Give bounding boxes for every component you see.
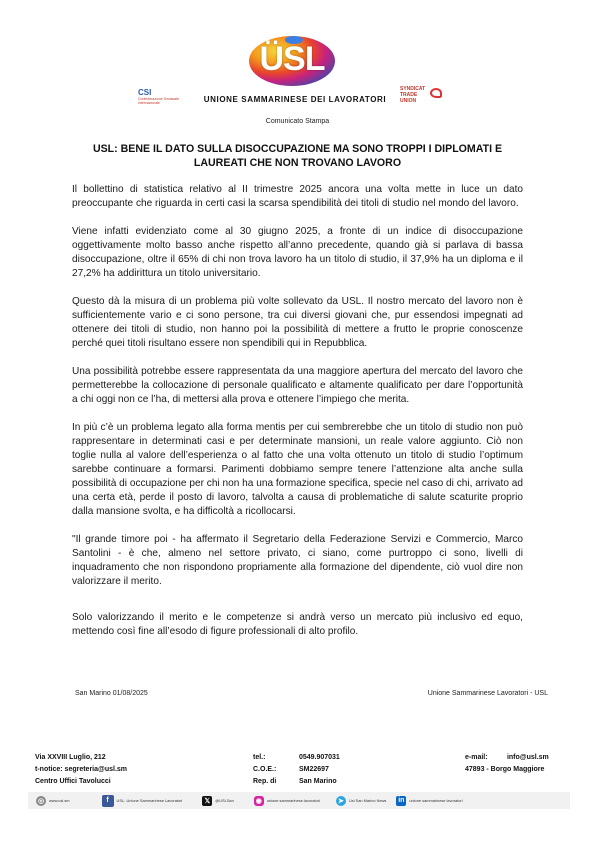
social-website[interactable]	[36, 796, 70, 806]
paragraph: Il bollettino di statistica relativo al II trimestre 2025 ancora una volta mette in luce un dato preoccupante che riguarda in certi casi la scarsa spendibilità dei titoli di studio nel mondo del lavoro.	[72, 184, 523, 209]
footer-email-key: e-mail:	[465, 754, 488, 761]
footer-office: Centro Uffici Tavolucci	[35, 778, 111, 785]
social-x[interactable]	[202, 796, 233, 806]
paragraph: Questo dà la misura di un problema più volte sollevato da USL. Il nostro mercato del lavoro non è sufficientemente vario e ci sono persone, tra cui diversi giovani che, pur essendosi impegnati ad ottenere dei titoli di studio, non hanno poi la possibilità di mettere a frutto le proprie conoscenze perché quei titoli risultano essere non spendibili qui in Repubblica.	[72, 296, 523, 349]
footer-phone-row	[253, 752, 340, 764]
facebook-icon: f	[102, 795, 114, 807]
organization-name: UNIONE SAMMARINESE DEI LAVORATORI	[203, 95, 387, 104]
social-label: USL- Unione Sammarinese Lavoratori	[116, 798, 183, 803]
footer-contacts	[253, 752, 340, 788]
paragraph: In più c’è un problema legato alla forma mentis per cui sembrerebbe che un titolo di studio non può rappresentare in determinati casi e per determinate mansioni, un reale valore aggiunto. Ciò non toglie nulla al valore dell’esperienza o al fatto che una volta ottenuto un titolo di studio l’optimum sarebbe continuare a formarsi. Parimenti dobbiamo sempre tenere l’attenzione alta anche sulla possibilità di occupazione per chi non ha una formazione specifica, specie nel caso di chi, arrivato ad una certa età, perde il posto di lavoro, talvolta a causa di problematiche di salute scaturite proprio dalla mansione svolta, e ha difficoltà a ricollocarsi.	[72, 422, 523, 517]
document-body	[72, 183, 523, 653]
signature-organization: Unione Sammarinese Lavoratori - USL	[427, 690, 548, 697]
footer-email-block	[465, 752, 549, 776]
globe-icon: ◎	[37, 797, 45, 805]
social-linkedin[interactable]	[396, 796, 462, 806]
social-bar	[28, 792, 570, 809]
footer-street: Via XXVIII Luglio, 212	[35, 754, 106, 761]
footer-address	[35, 752, 127, 788]
csi-logo-text: CSI	[138, 88, 152, 97]
social-label: unione sammarinese lavoratori	[409, 798, 463, 803]
social-label: @USLSan	[215, 798, 234, 803]
footer-phone-key: tel.:	[253, 754, 266, 761]
social-facebook[interactable]	[102, 795, 183, 807]
footer-coe: SM22697	[298, 766, 329, 773]
footer-coe-row	[253, 764, 340, 776]
telegram-icon: ➤	[336, 796, 346, 806]
social-telegram[interactable]	[336, 796, 386, 806]
document-title: USL: BENE IL DATO SULLA DISOCCUPAZIONE MA SONO TROPPI I DIPLOMATI E LAUREATI CHE NON TROVANO LAVORO	[92, 143, 503, 169]
footer-email[interactable]: info@usl.sm	[506, 754, 549, 761]
social-label: Usl San Marino News	[348, 798, 387, 803]
footer-rep-row	[253, 776, 340, 788]
linkedin-icon: in	[398, 797, 405, 804]
paragraph: Viene infatti evidenziato come al 30 giugno 2025, a fronte di un indice di disoccupazione oggettivamente molto basso anche rispetto all’anno precedente, quando già si parlava di bassa disoccupazione, oltre il 65% di chi non trova lavoro ha un titolo di studio, il 37,9% ha un diploma e il 27,2% ha addirittura un titolo universitario.	[72, 226, 523, 279]
x-icon: 𝕏	[202, 796, 212, 806]
syndicat-logo-text: SYNDICAT TRADE UNION	[400, 86, 426, 104]
press-release-label: Comunicato Stampa	[265, 118, 330, 125]
footer-city: 47893 - Borgo Maggiore	[465, 766, 545, 773]
csi-logo-sub: Confederazione Sindacale Internazionale	[138, 97, 180, 105]
social-instagram[interactable]	[254, 796, 320, 806]
usl-logo	[249, 36, 335, 86]
syndicat-mark-icon	[430, 88, 442, 98]
social-label: www.usl.sm	[49, 798, 70, 803]
csi-logo	[138, 88, 182, 110]
footer-phone[interactable]: 0549.907031	[298, 754, 340, 761]
quote-paragraph: "Il grande timore poi - ha affermato il Segretario della Federazione Servizi e Commercio, Marco Santolini - è che, almeno nel settore privato, ci siano, come purtroppo ci sono, livelli di inquadramento che non rispondono propriamente alla formazione del dipendente, ciò vuol dire non valorizzare il merito.	[72, 534, 523, 587]
footer-rep: San Marino	[298, 778, 337, 785]
footer-notice-email[interactable]: t-notice: segreteria@usl.sm	[35, 766, 128, 773]
footer-rep-key: Rep. di	[253, 778, 277, 785]
instagram-icon: ◉	[255, 797, 262, 805]
footer-coe-key: C.O.E.:	[253, 766, 277, 773]
place-date: San Marino 01/08/2025	[75, 690, 148, 697]
paragraph: Solo valorizzando il merito e le competenze si andrà verso un mercato più inclusivo ed equo, mettendo così fine all’esodo di figure professionali di alto profilo.	[72, 612, 523, 637]
paragraph: Una possibilità potrebbe essere rappresentata da una maggiore apertura del mercato del lavoro che permetterebbe la collocazione di personale qualificato e altamente qualificato per dare l’opportunità a chi oggi non ce l’ha, di mettersi alla prova e ottenere l’impiego che merita.	[72, 366, 523, 405]
footer-email-row	[465, 752, 549, 764]
syndicat-logo	[400, 86, 450, 108]
social-label: unione.sammarinese.lavoratori	[266, 798, 320, 803]
usl-logo-text: ÜSL	[259, 40, 325, 78]
